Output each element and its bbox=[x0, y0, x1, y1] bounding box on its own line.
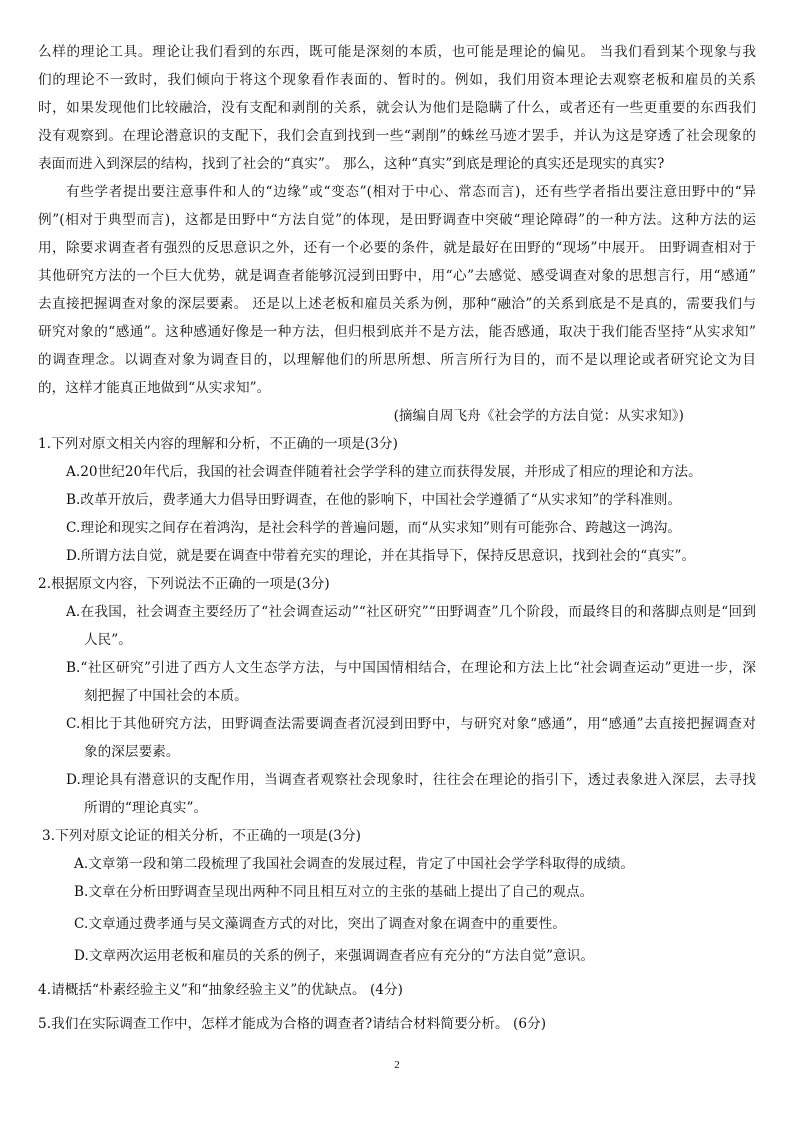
text-line: 1.下列对原文相关内容的理解和分析，不正确的一项是(3分) bbox=[38, 436, 398, 452]
text-line: 人民”。 bbox=[84, 632, 132, 648]
text-line: A.文章第一段和第二段梳理了我国社会调查的发展过程，肯定了中国社会学学科取得的成绩。 bbox=[74, 856, 634, 872]
page-number: 2 bbox=[394, 1059, 400, 1071]
text-line: 象的深层要素。 bbox=[84, 744, 180, 760]
text-line: 其他研究方法的一个巨大优势，就是调查者能够沉浸到田野中，用“心”去感觉、感受调查对象的思想言行，用“感通” bbox=[38, 268, 756, 284]
text-line: C.理论和现实之间存在着鸿沟，是社会科学的普遍问题，而“从实求知”则有可能弥合、跨越这一鸿沟。 bbox=[66, 520, 682, 536]
text-line: 例”(相对于典型而言)，这都是田野中“方法自觉”的体现，是田野调查中突破“理论障碍”的一种方法。这种方法的运 bbox=[38, 212, 756, 228]
text-line: 用，除要求调查者有强烈的反思意识之外，还有一个必要的条件，就是最好在田野的“现场”中展开。 田野调查相对于 bbox=[38, 240, 756, 256]
text-line: C.文章通过费孝通与吴文藻调查方式的对比，突出了调查对象在调查中的重要性。 bbox=[74, 916, 566, 932]
text-line: 么样的理论工具。理论让我们看到的东西，既可能是深刻的本质，也可能是理论的偏见。 当我们看到某个现象与我 bbox=[38, 44, 756, 60]
text-line: 的，这样才能真正地做到“从实求知”。 bbox=[38, 380, 271, 396]
text-line: 表面而进入到深层的结构，找到了社会的“真实”。 那么，这种“真实”到底是理论的真实还是现实的真实? bbox=[38, 156, 665, 172]
text-line: A.在我国，社会调查主要经历了“社会调查运动”“社区研究”“田野调查”几个阶段，而最终目的和落脚点则是“回到 bbox=[66, 604, 756, 620]
text-line: D.所谓方法自觉，就是要在调查中带着充实的理论，并在其指导下，保持反思意识，找到社会的“真实”。 bbox=[66, 548, 696, 564]
text-line: 有些学者提出要注意事件和人的“边缘”或“变态”(相对于中心、常态而言)，还有些学者指出要注意田野中的“异 bbox=[66, 184, 756, 200]
text-line: 刻把握了中国社会的本质。 bbox=[84, 688, 248, 704]
text-line: A.20世纪20年代后，我国的社会调查伴随着社会学学科的建立而获得发展，并形成了相应的理论和方法。 bbox=[66, 464, 702, 480]
text-line: 3.下列对原文论证的相关分析，不正确的一项是(3分) bbox=[42, 828, 361, 844]
text-line: D.文章两次运用老板和雇员的关系的例子，来强调调查者应有充分的“方法自觉”意识。 bbox=[74, 948, 595, 964]
text-line: 们的理论不一致时，我们倾向于将这个现象看作表面的、暂时的。例如，我们用资本理论去观察老板和雇员的关系 bbox=[38, 72, 756, 88]
text-line: B.“社区研究”引进了西方人文生态学方法，与中国国情相结合，在理论和方法上比“社会调查运动”更进一步，深 bbox=[66, 660, 756, 676]
source-citation: (摘编自周飞舟《社会学的方法自觉：从实求知》) bbox=[393, 408, 684, 424]
text-line: 2.根据原文内容，下列说法不正确的一项是(3分) bbox=[38, 576, 330, 592]
text-line: 去直接把握调查对象的深层要素。 还是以上述老板和雇员关系为例，那种“融洽”的关系到底是不是真的，需要我们与 bbox=[38, 296, 756, 312]
text-line: 5.我们在实际调查工作中，怎样才能成为合格的调查者?请结合材料简要分析。 (6分) bbox=[38, 1016, 547, 1032]
text-line: 4.请概括“朴素经验主义”和“抽象经验主义”的优缺点。 (4分) bbox=[38, 982, 404, 998]
text-line: D.理论具有潜意识的支配作用，当调查者观察社会现象时，往往会在理论的指引下，透过表象进入深层，去寻找 bbox=[66, 772, 756, 788]
text-line: 的调查理念。以调查对象为调查目的，以理解他们的所思所想、所言所行为目的，而不是以理论或者研究论文为目 bbox=[38, 352, 756, 368]
text-line: 研究对象的“感通”。这种感通好像是一种方法，但归根到底并不是方法，能否感通，取决于我们能否坚持“从实求知” bbox=[38, 324, 756, 340]
text-line: B.改革开放后，费孝通大力倡导田野调查，在他的影响下，中国社会学遵循了“从实求知”的学科准则。 bbox=[66, 492, 682, 508]
text-line: 时，如果发现他们比较融洽，没有支配和剥削的关系，就会认为他们是隐瞒了什么，或者还有一些更重要的东西我们 bbox=[38, 100, 756, 116]
text-line: 所谓的“理论真实”。 bbox=[84, 800, 208, 816]
text-line: 没有观察到。在理论潜意识的支配下，我们会直到找到一些“剥削”的蛛丝马迹才罢手，并认为这是穿透了社会现象的 bbox=[38, 128, 756, 144]
text-line: B.文章在分析田野调查呈现出两种不同且相互对立的主张的基础上提出了自己的观点。 bbox=[74, 884, 594, 900]
text-line: C.相比于其他研究方法，田野调查法需要调查者沉浸到田野中，与研究对象“感通”，用“感通”去直接把握调查对 bbox=[66, 716, 756, 732]
